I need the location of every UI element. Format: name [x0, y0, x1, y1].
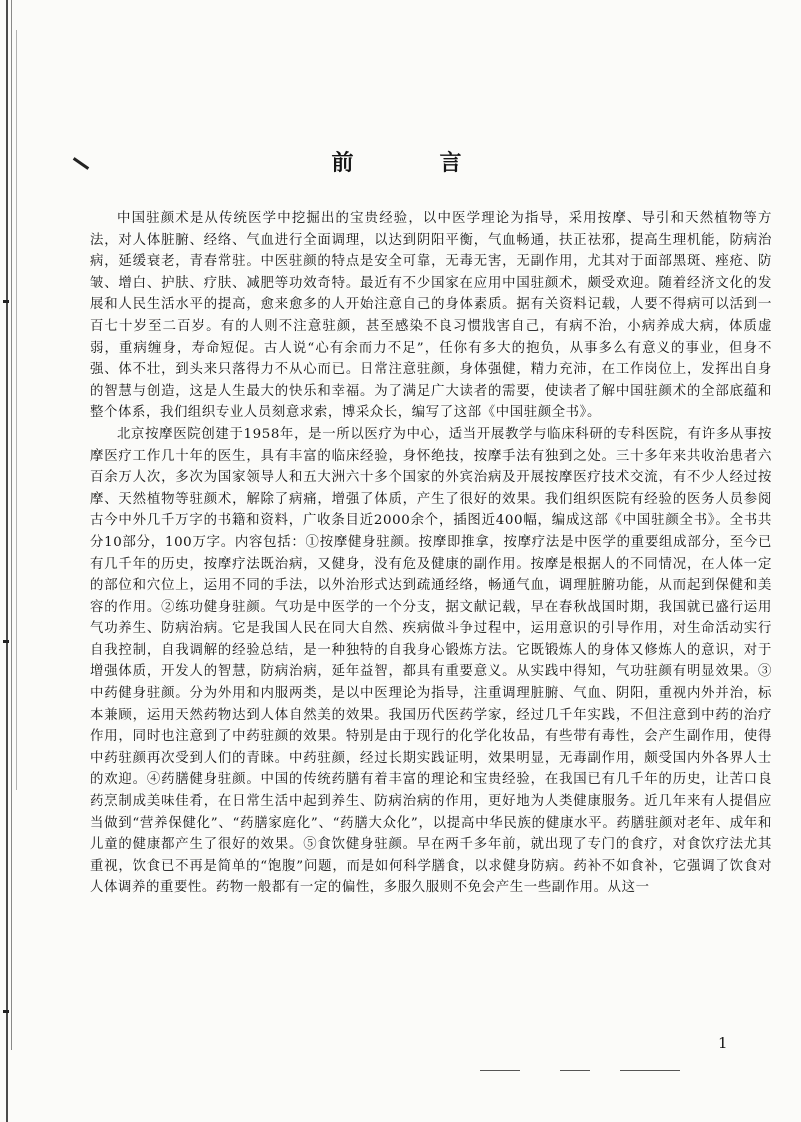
paragraph: 北京按摩医院创建于1958年，是一所以医疗为中心，适当开展教学与临床科研的专科医院，有许多从事按摩医疗工作几十年的医生，具有丰富的临床经验，身怀绝技，按摩手法有独到之处。三十多年来共收治患者六百余万人次，多次为国家领导人和五大洲六十多个国家的外宾治病及开展按摩医疗技术交流，有不少人经过按摩、天然植物等驻颜术，解除了病痛，增强了体质，产生了很好的效果。我们组织医院有经验的医务人员参阅古今中外几千万字的书籍和资料，广收条目近2000余个，插图近400幅，编成这部《中国驻颜全书》。全书共分10部分，100万字。内容包括：①按摩健身驻颜。按摩即推拿，按摩疗法是中医学的重要组成部分，至今已有几千年的历史，按摩疗法既治病，又健身，没有危及健康的副作用。按摩是根据人的不同情况，在人体一定的部位和穴位上，运用不同的手法，以外治形式达到疏通经络，畅通气血，调理脏腑功能，从而起到保健和美容的作用。②练功健身驻颜。气功是中医学的一个分支，据文献记载，早在春秋战国时期，我国就已盛行运用气功养生、防病治病。它是我国人民在同大自然、疾病做斗争过程中，运用意识的引导作用，对生命活动实行自我控制，自我调解的经验总结，是一种独特的自我身心锻炼方法。它既锻炼人的身体又修炼人的意识，对于增强体质，开发人的智慧，防病治病，延年益智，都具有重要意义。从实践中得知，气功驻颜有明显效果。③中药健身驻颜。分为外用和内服两类，是以中医理论为指导，注重调理脏腑、气血、阴阳，重视内外并治，标本兼顾，运用天然药物达到人体自然美的效果。我国历代医药学家，经过几千年实践，不但注意到中药的治疗作用，同时也注意到了中药驻颜的效果。特别是由于现行的化学化妆品，有些带有毒性，会产生副作用，使得中药驻颜再次受到人们的青睐。中药驻颜，经过长期实践证明，效果明显，无毒副作用，颇受国内外各界人士的欢迎。④药膳健身驻颜。中国的传统药膳有着丰富的理论和宝贵经验，在我国已有几千年的历史，让苦口良药烹制成美味佳肴，在日常生活中起到养生、防病治病的作用，更好地为人类健康服务。近几年来有人提倡应当做到“营养保健化”、“药膳家庭化”、“药膳大众化”，以提高中华民族的健康水平。药膳驻颜对老年、成年和儿童的健康都产生了很好的效果。⑤食饮健身驻颜。早在两千多年前，就出现了专门的食疗，对食饮疗法尤其重视，饮食已不再是简单的“饱腹”问题，而是如何科学膳食，以求健身防病。药补不如食补，它强调了饮食对人体调养的重要性。药物一般都有一定的偏性，多服久服则不免会产生一些副作用。从这一: [90, 426, 772, 896]
scan-mark: [620, 1070, 680, 1071]
page-title: 前 言: [331, 150, 494, 176]
scan-mark: [480, 1070, 520, 1071]
scan-mark: [3, 640, 9, 643]
scan-binding-line: [16, 30, 17, 790]
scan-mark: [560, 1070, 590, 1071]
scan-mark: [3, 1010, 9, 1013]
scan-mark: [3, 300, 9, 303]
body-text: [90, 208, 772, 899]
paragraph: 中国驻颜术是从传统医学中挖掘出的宝贵经验，以中医学理论为指导，采用按摩、导引和天然植物等方法，对人体脏腑、经络、气血进行全面调理，以达到阴阳平衡，气血畅通，扶正祛邪，提高生理机能，防病治病，延缓衰老，青春常驻。中医驻颜的特点是安全可靠，无毒无害，无副作用，尤其对于面部黑斑、痤疮、防皱、增白、护肤、疗肤、减肥等功效奇特。最近有不少国家在应用中国驻颜术，颇受欢迎。随着经济文化的发展和人民生活水平的提高，愈来愈多的人开始注意自己的身体素质。据有关资料记载，人要不得病可以活到一百七十岁至二百岁。有的人则不注意驻颜，甚至感染不良习惯戕害自己，有病不治，小病养成大病，体质虚弱，重病缠身，寿命短促。古人说“心有余而力不足”，任你有多大的抱负，从事多么有意义的事业，但身不强、体不壮，到头来只落得力不从心而已。日常注意驻颜，身体强健，精力充沛，在工作岗位上，发挥出自身的智慧与创造，这是人生最大的快乐和幸福。为了满足广大读者的需要，使读者了解中国驻颜术的全部底蕴和整个体系，我们组织专业人员刻意求索，博采众长，编写了这部《中国驻颜全书》。: [90, 211, 772, 421]
page-number: 1: [718, 1034, 728, 1052]
